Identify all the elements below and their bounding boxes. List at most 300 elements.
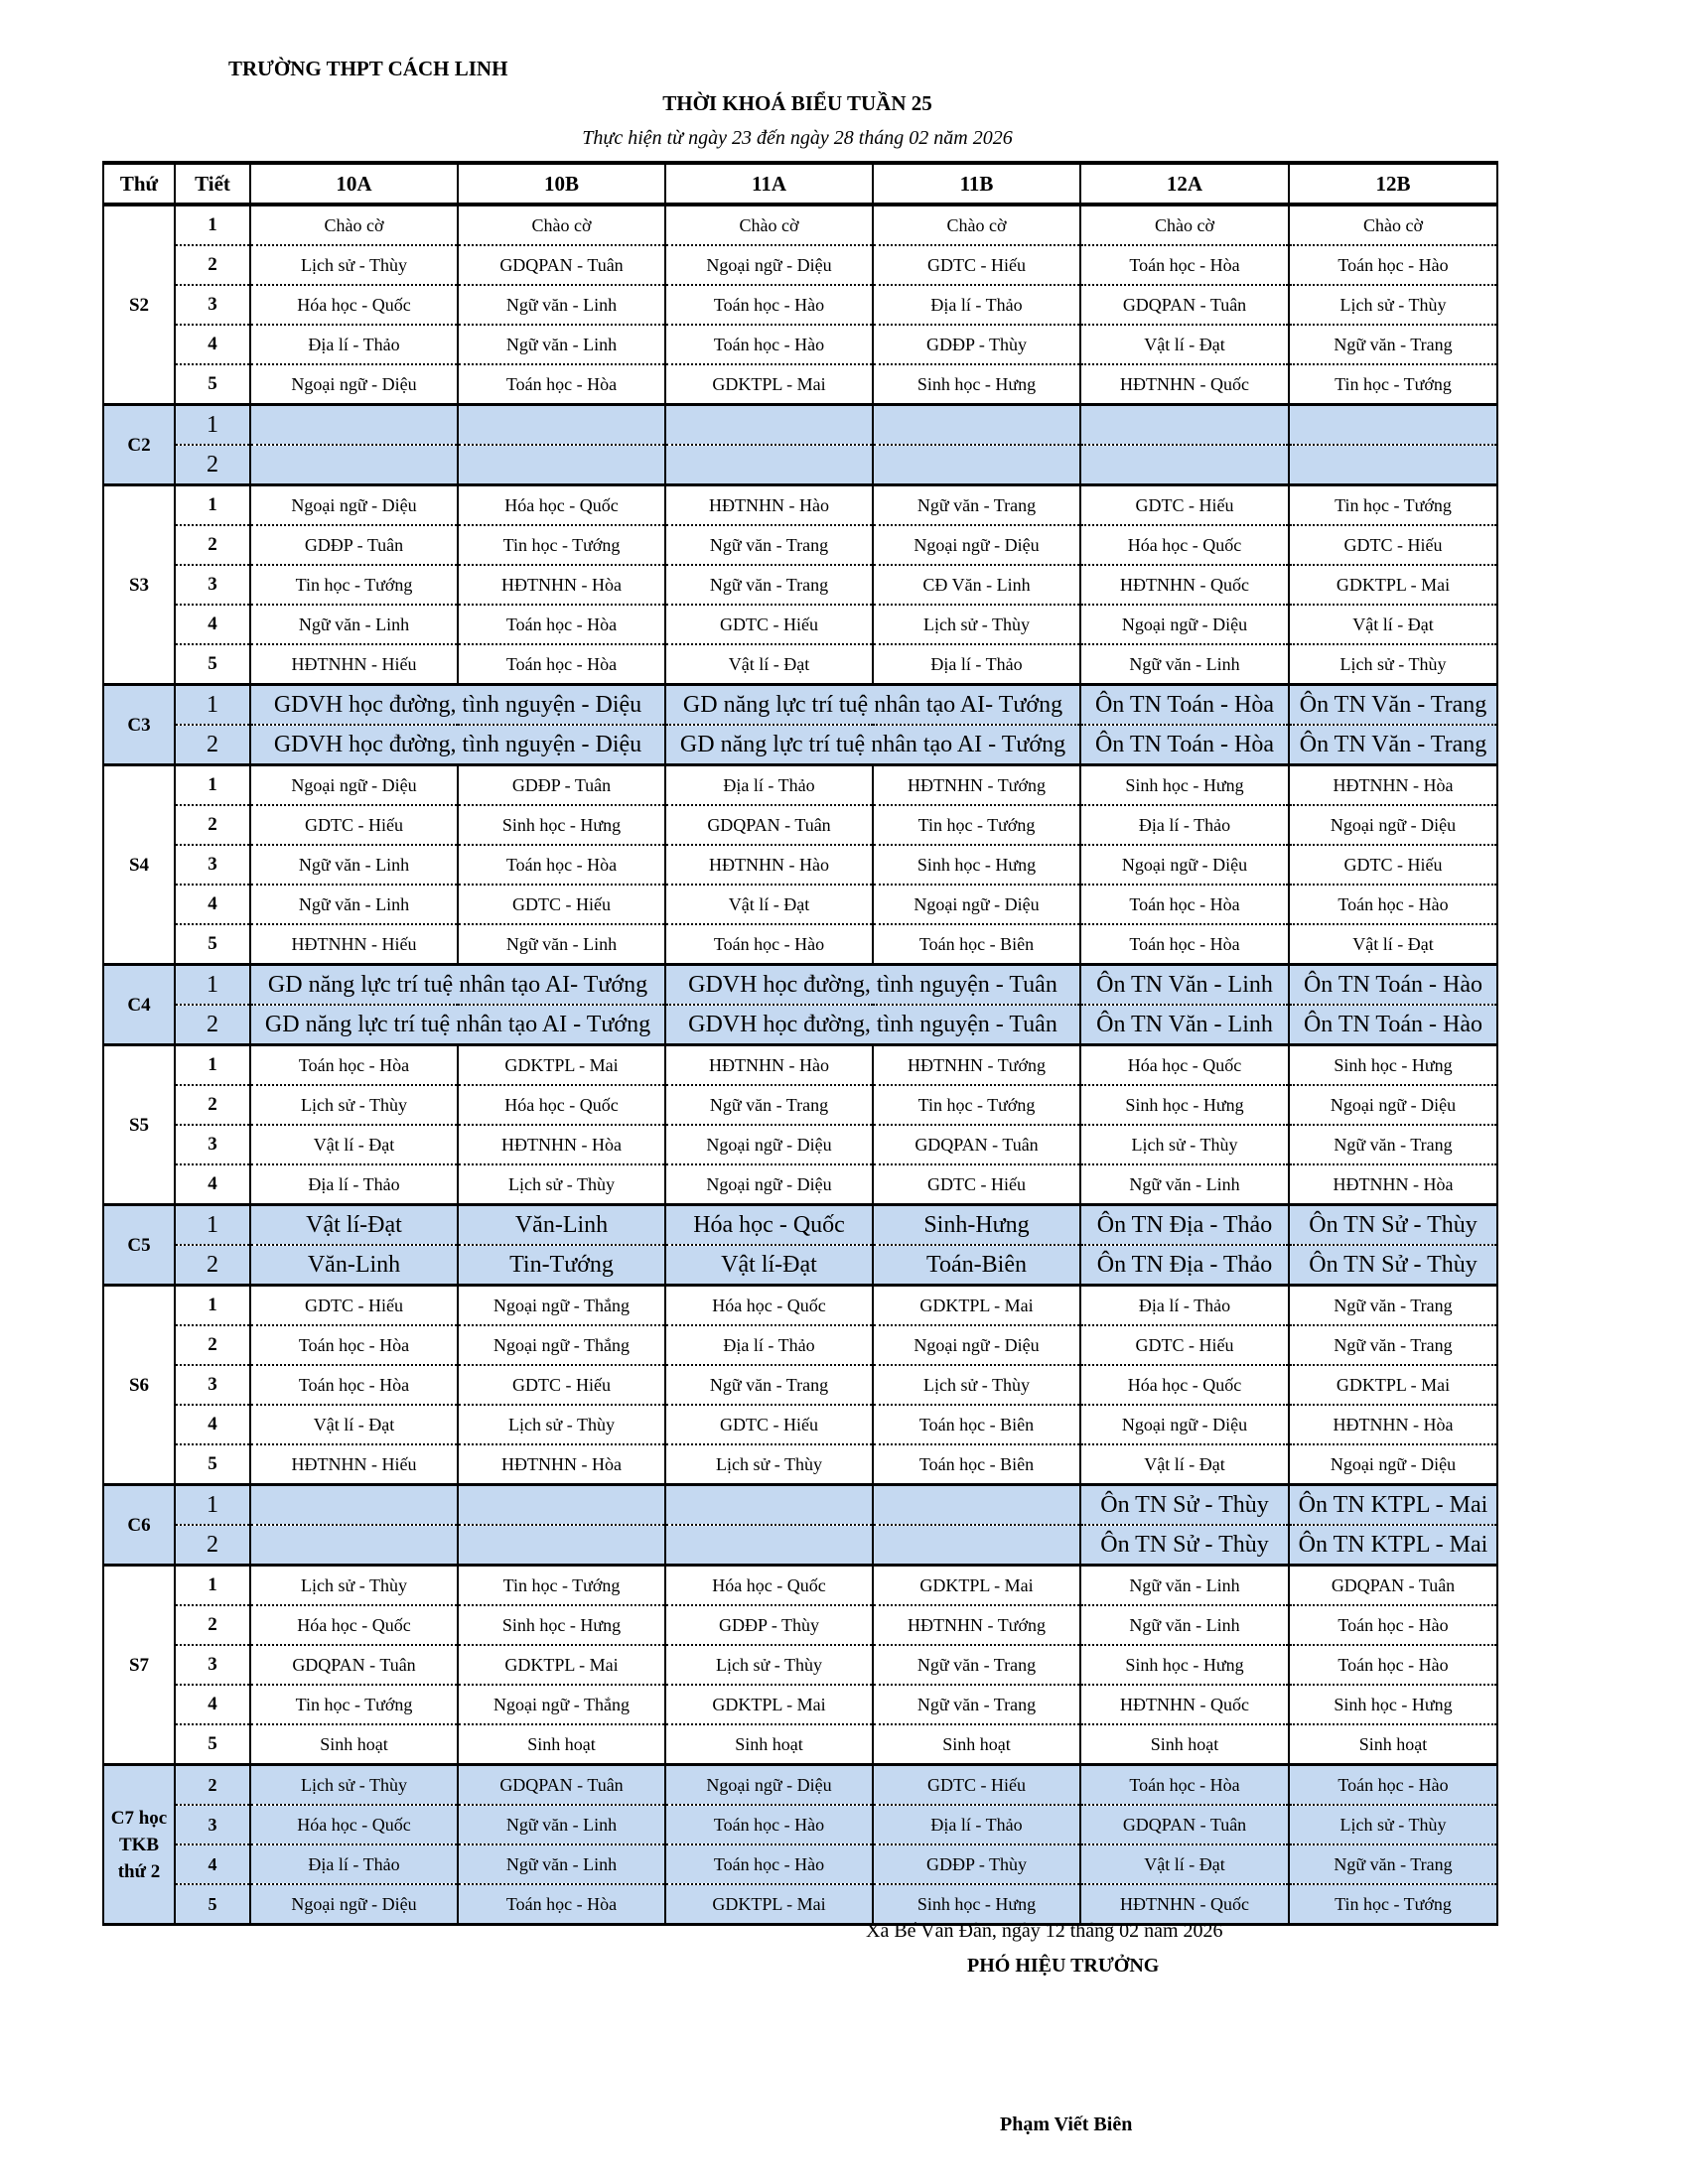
schedule-cell: Toán học - Hòa — [1080, 245, 1289, 285]
schedule-cell: GDKTPL - Mai — [458, 1045, 665, 1086]
schedule-cell: Địa lí - Thảo — [250, 1164, 458, 1205]
schedule-cell: HĐTNHN - Hòa — [458, 1444, 665, 1485]
table-row — [103, 924, 1497, 965]
schedule-cell: Sinh hoạt — [250, 1724, 458, 1765]
schedule-cell: Lịch sử - Thùy — [250, 1566, 458, 1606]
table-row — [103, 1125, 1497, 1164]
schedule-cell: Ngoại ngữ - Diệu — [1289, 805, 1497, 845]
table-row — [103, 1005, 1497, 1045]
schedule-cell: Ngữ văn - Trang — [873, 1685, 1080, 1724]
schedule-cell: Địa lí - Thảo — [873, 1805, 1080, 1844]
schedule-cell: HĐTNHN - Hòa — [1289, 1405, 1497, 1444]
schedule-cell: Toán học - Biên — [873, 1405, 1080, 1444]
schedule-cell: HĐTNHN - Quốc — [1080, 1685, 1289, 1724]
schedule-cell — [665, 1485, 873, 1526]
schedule-cell: Tin học - Tướng — [1289, 485, 1497, 526]
schedule-cell: GDKTPL - Mai — [1289, 1365, 1497, 1405]
schedule-cell — [665, 1525, 873, 1566]
schedule-cell: Vật lí - Đạt — [250, 1405, 458, 1444]
schedule-cell: GDKTPL - Mai — [665, 364, 873, 405]
table-row — [103, 1405, 1497, 1444]
period-number: 3 — [175, 565, 250, 605]
schedule-cell: Hóa học - Quốc — [1080, 525, 1289, 565]
schedule-cell: GDQPAN - Tuân — [458, 1765, 665, 1806]
schedule-cell: Sinh hoạt — [458, 1724, 665, 1765]
schedule-cell: Vật lí - Đạt — [1289, 605, 1497, 644]
period-number: 2 — [175, 1245, 250, 1286]
schedule-cell: Sinh hoạt — [1080, 1724, 1289, 1765]
schedule-cell: Toán học - Hòa — [250, 1045, 458, 1086]
schedule-cell: GDTC - Hiếu — [1080, 485, 1289, 526]
schedule-cell — [873, 1485, 1080, 1526]
schedule-cell — [250, 445, 458, 485]
schedule-cell: Ôn TN KTPL - Mai — [1289, 1485, 1497, 1526]
schedule-cell: Ngữ văn - Trang — [873, 1645, 1080, 1685]
day-label: S6 — [103, 1286, 175, 1485]
schedule-cell: Vật lí - Đạt — [1080, 1444, 1289, 1485]
table-row — [103, 1085, 1497, 1125]
schedule-cell: Ngoại ngữ - Diệu — [873, 885, 1080, 924]
schedule-cell: Sinh hoạt — [1289, 1724, 1497, 1765]
day-label: C2 — [103, 405, 175, 485]
schedule-cell: Ngoại ngữ - Thắng — [458, 1325, 665, 1365]
schedule-cell: Sinh hoạt — [873, 1724, 1080, 1765]
schedule-cell: Ngữ văn - Linh — [458, 1805, 665, 1844]
schedule-cell: HĐTNHN - Hòa — [458, 565, 665, 605]
signer-name: Phạm Viết Biên — [1000, 2114, 1133, 2135]
schedule-cell: Ôn TN KTPL - Mai — [1289, 1525, 1497, 1566]
schedule-cell: Toán học - Hào — [665, 325, 873, 364]
schedule-cell: HĐTNHN - Hòa — [1289, 1164, 1497, 1205]
period-number: 1 — [175, 485, 250, 526]
schedule-cell: Toán học - Hào — [1289, 245, 1497, 285]
schedule-cell: HĐTNHN - Hiếu — [250, 924, 458, 965]
schedule-cell: GDQPAN - Tuân — [250, 1645, 458, 1685]
schedule-cell: GDVH học đường, tình nguyện - Tuân — [665, 965, 1080, 1006]
schedule-cell: Ngữ văn - Trang — [1289, 1325, 1497, 1365]
period-number: 3 — [175, 1805, 250, 1844]
schedule-cell: GDKTPL - Mai — [665, 1884, 873, 1925]
schedule-cell: HĐTNHN - Tướng — [873, 765, 1080, 806]
schedule-cell: Toán-Biên — [873, 1245, 1080, 1286]
col-header: 11A — [665, 163, 873, 205]
period-number: 2 — [175, 445, 250, 485]
period-number: 4 — [175, 325, 250, 364]
schedule-cell: Lịch sử - Thùy — [458, 1405, 665, 1444]
schedule-cell: Ôn TN Sử - Thùy — [1289, 1245, 1497, 1286]
schedule-cell: Ngữ văn - Trang — [1289, 1844, 1497, 1884]
schedule-cell: Toán học - Hòa — [1080, 924, 1289, 965]
schedule-cell: Ngoại ngữ - Diệu — [873, 525, 1080, 565]
schedule-cell — [250, 1525, 458, 1566]
schedule-cell: GDKTPL - Mai — [1289, 565, 1497, 605]
schedule-cell: Vật lí - Đạt — [1289, 924, 1497, 965]
period-number: 5 — [175, 364, 250, 405]
period-number: 2 — [175, 725, 250, 765]
schedule-cell: GDTC - Hiếu — [250, 1286, 458, 1326]
schedule-cell: Hóa học - Quốc — [250, 285, 458, 325]
schedule-cell: Ngoại ngữ - Thắng — [458, 1286, 665, 1326]
schedule-cell: Lịch sử - Thùy — [1289, 285, 1497, 325]
period-number: 2 — [175, 1005, 250, 1045]
schedule-cell: Địa lí - Thảo — [1080, 1286, 1289, 1326]
table-row — [103, 685, 1497, 726]
schedule-cell: Ngữ văn - Linh — [458, 924, 665, 965]
table-row — [103, 1485, 1497, 1526]
table-row — [103, 485, 1497, 526]
schedule-cell: Ôn TN Toán - Hào — [1289, 1005, 1497, 1045]
schedule-cell — [665, 445, 873, 485]
schedule-cell: GDQPAN - Tuân — [1080, 1805, 1289, 1844]
school-name: TRƯỜNG THPT CÁCH LINH — [228, 57, 508, 80]
schedule-cell: GDKTPL - Mai — [873, 1566, 1080, 1606]
schedule-cell: Toán học - Hòa — [250, 1365, 458, 1405]
schedule-cell: Hóa học - Quốc — [665, 1205, 873, 1246]
schedule-cell: Lịch sử - Thùy — [665, 1645, 873, 1685]
place-date: Xã Bế Văn Đàn, ngày 12 tháng 02 năm 2026 — [866, 1920, 1223, 1942]
schedule-cell: Lịch sử - Thùy — [873, 1365, 1080, 1405]
timetable — [102, 161, 1498, 1926]
table-row — [103, 1805, 1497, 1844]
schedule-cell — [458, 1525, 665, 1566]
schedule-cell: Ôn TN Sử - Thùy — [1289, 1205, 1497, 1246]
schedule-cell: Ôn TN Địa - Thảo — [1080, 1245, 1289, 1286]
schedule-cell: Sinh-Hưng — [873, 1205, 1080, 1246]
period-number: 1 — [175, 765, 250, 806]
schedule-cell: Ngữ văn - Linh — [250, 845, 458, 885]
schedule-cell: Ôn TN Văn - Linh — [1080, 965, 1289, 1006]
table-row — [103, 1245, 1497, 1286]
period-number: 3 — [175, 1125, 250, 1164]
schedule-cell: Toán học - Hòa — [458, 644, 665, 685]
table-row — [103, 1765, 1497, 1806]
schedule-cell: Chào cờ — [1080, 205, 1289, 245]
period-number: 1 — [175, 1566, 250, 1606]
schedule-cell: GDQPAN - Tuân — [1289, 1566, 1497, 1606]
schedule-cell: HĐTNHN - Hòa — [458, 1125, 665, 1164]
col-header: 10A — [250, 163, 458, 205]
schedule-cell: Ngoại ngữ - Diệu — [1080, 845, 1289, 885]
schedule-cell: Ngoại ngữ - Diệu — [250, 1884, 458, 1925]
schedule-cell: Toán học - Biên — [873, 924, 1080, 965]
schedule-cell: GDĐP - Tuân — [250, 525, 458, 565]
schedule-cell: Toán học - Hòa — [250, 1325, 458, 1365]
schedule-cell: Sinh học - Hưng — [1289, 1685, 1497, 1724]
schedule-cell: Toán học - Hào — [1289, 1645, 1497, 1685]
schedule-cell: Toán học - Hào — [1289, 1605, 1497, 1645]
period-number: 5 — [175, 1724, 250, 1765]
col-header: Thứ — [103, 163, 175, 205]
schedule-cell: Sinh học - Hưng — [1080, 1645, 1289, 1685]
schedule-cell: Hóa học - Quốc — [250, 1605, 458, 1645]
period-number: 4 — [175, 1405, 250, 1444]
schedule-cell: Tin học - Tướng — [873, 805, 1080, 845]
period-number: 3 — [175, 285, 250, 325]
schedule-cell: Địa lí - Thảo — [665, 1325, 873, 1365]
schedule-cell: Toán học - Hòa — [1080, 885, 1289, 924]
table-row — [103, 1205, 1497, 1246]
schedule-cell: GDĐP - Tuân — [458, 765, 665, 806]
page-title: THỜI KHOÁ BIỂU TUẦN 25 — [662, 91, 932, 115]
schedule-cell: Sinh hoạt — [665, 1724, 873, 1765]
schedule-cell: Ngữ văn - Linh — [1080, 644, 1289, 685]
day-label: S2 — [103, 205, 175, 405]
schedule-cell: Ngữ văn - Linh — [458, 285, 665, 325]
table-row — [103, 565, 1497, 605]
schedule-cell: Ngoại ngữ - Diệu — [1080, 1405, 1289, 1444]
col-header: 12B — [1289, 163, 1497, 205]
schedule-cell: GDQPAN - Tuân — [665, 805, 873, 845]
schedule-cell: Địa lí - Thảo — [250, 325, 458, 364]
schedule-cell: GDTC - Hiếu — [665, 605, 873, 644]
day-label: C5 — [103, 1205, 175, 1286]
schedule-cell — [458, 445, 665, 485]
period-number: 2 — [175, 1085, 250, 1125]
schedule-cell: HĐTNHN - Tướng — [873, 1605, 1080, 1645]
schedule-cell: GDĐP - Thùy — [873, 325, 1080, 364]
schedule-cell — [1289, 405, 1497, 446]
schedule-cell: Lịch sử - Thùy — [1289, 1805, 1497, 1844]
schedule-cell: HĐTNHN - Hào — [665, 1045, 873, 1086]
period-number: 2 — [175, 1605, 250, 1645]
day-label: S4 — [103, 765, 175, 965]
period-number: 2 — [175, 805, 250, 845]
schedule-cell — [665, 405, 873, 446]
schedule-cell: Sinh học - Hưng — [873, 1884, 1080, 1925]
schedule-cell — [458, 1485, 665, 1526]
schedule-cell: GDVH học đường, tình nguyện - Tuân — [665, 1005, 1080, 1045]
period-number: 1 — [175, 405, 250, 446]
schedule-cell: Tin học - Tướng — [250, 565, 458, 605]
schedule-cell: GDTC - Hiếu — [665, 1405, 873, 1444]
day-label: S5 — [103, 1045, 175, 1205]
schedule-cell: Ngữ văn - Linh — [458, 325, 665, 364]
schedule-cell: Toán học - Hào — [665, 285, 873, 325]
schedule-cell: HĐTNHN - Quốc — [1080, 364, 1289, 405]
schedule-cell: Tin-Tướng — [458, 1245, 665, 1286]
period-number: 4 — [175, 605, 250, 644]
table-row — [103, 765, 1497, 806]
table-row — [103, 965, 1497, 1006]
schedule-cell: Ôn TN Sử - Thùy — [1080, 1485, 1289, 1526]
table-row — [103, 325, 1497, 364]
period-number: 4 — [175, 1685, 250, 1724]
schedule-cell: Ngữ văn - Trang — [1289, 1125, 1497, 1164]
schedule-cell: Toán học - Hòa — [458, 605, 665, 644]
period-number: 1 — [175, 685, 250, 726]
table-row — [103, 845, 1497, 885]
schedule-cell: Hóa học - Quốc — [458, 1085, 665, 1125]
schedule-cell: Ngữ văn - Linh — [250, 605, 458, 644]
schedule-cell: GDTC - Hiếu — [458, 885, 665, 924]
schedule-cell: Ngữ văn - Trang — [665, 565, 873, 605]
table-row — [103, 1605, 1497, 1645]
day-label: S7 — [103, 1566, 175, 1765]
schedule-cell: Ôn TN Văn - Trang — [1289, 685, 1497, 726]
table-row — [103, 1645, 1497, 1685]
schedule-cell: GDVH học đường, tình nguyện - Diệu — [250, 685, 665, 726]
table-row — [103, 805, 1497, 845]
table-row — [103, 885, 1497, 924]
schedule-cell: Sinh học - Hưng — [458, 1605, 665, 1645]
schedule-cell: GDTC - Hiếu — [458, 1365, 665, 1405]
schedule-cell — [1080, 405, 1289, 446]
schedule-cell — [873, 445, 1080, 485]
schedule-cell — [1080, 445, 1289, 485]
schedule-cell: Lịch sử - Thùy — [1080, 1125, 1289, 1164]
schedule-cell: Toán học - Hào — [665, 1805, 873, 1844]
schedule-cell: Hóa học - Quốc — [665, 1566, 873, 1606]
schedule-cell: Tin học - Tướng — [458, 1566, 665, 1606]
schedule-cell — [873, 1525, 1080, 1566]
schedule-cell: Lịch sử - Thùy — [873, 605, 1080, 644]
schedule-cell: Tin học - Tướng — [250, 1685, 458, 1724]
schedule-cell: Ngoại ngữ - Diệu — [873, 1325, 1080, 1365]
schedule-cell: GD năng lực trí tuệ nhân tạo AI- Tướng — [665, 685, 1080, 726]
schedule-cell: HĐTNHN - Hiếu — [250, 1444, 458, 1485]
schedule-cell: Văn-Linh — [458, 1205, 665, 1246]
schedule-cell: Hóa học - Quốc — [665, 1286, 873, 1326]
schedule-cell: Sinh học - Hưng — [458, 805, 665, 845]
schedule-cell: Ôn TN Văn - Linh — [1080, 1005, 1289, 1045]
schedule-cell: Sinh học - Hưng — [873, 364, 1080, 405]
schedule-cell: Toán học - Hào — [1289, 885, 1497, 924]
schedule-cell: GDVH học đường, tình nguyện - Diệu — [250, 725, 665, 765]
col-header: 11B — [873, 163, 1080, 205]
schedule-cell: GDTC - Hiếu — [873, 245, 1080, 285]
table-row — [103, 1884, 1497, 1925]
schedule-cell: Ngữ văn - Trang — [665, 1365, 873, 1405]
schedule-cell: GDTC - Hiếu — [1080, 1325, 1289, 1365]
period-number: 1 — [175, 1286, 250, 1326]
col-header: 12A — [1080, 163, 1289, 205]
schedule-cell: Vật lí-Đạt — [665, 1245, 873, 1286]
schedule-cell: Ngữ văn - Linh — [1080, 1566, 1289, 1606]
day-label: C3 — [103, 685, 175, 765]
period-number: 5 — [175, 1884, 250, 1925]
schedule-cell — [458, 405, 665, 446]
schedule-cell: Lịch sử - Thùy — [1289, 644, 1497, 685]
schedule-cell: GDTC - Hiếu — [1289, 845, 1497, 885]
period-number: 2 — [175, 245, 250, 285]
schedule-cell: Vật lí - Đạt — [665, 885, 873, 924]
table-row — [103, 1525, 1497, 1566]
period-number: 1 — [175, 965, 250, 1006]
table-row — [103, 525, 1497, 565]
schedule-cell: GDTC - Hiếu — [873, 1164, 1080, 1205]
period-number: 5 — [175, 1444, 250, 1485]
schedule-cell: HĐTNHN - Hào — [665, 485, 873, 526]
table-row — [103, 725, 1497, 765]
schedule-cell: Toán học - Hào — [665, 1844, 873, 1884]
schedule-cell — [1289, 445, 1497, 485]
schedule-cell: HĐTNHN - Quốc — [1080, 565, 1289, 605]
header-row — [103, 163, 1497, 205]
schedule-cell: GD năng lực trí tuệ nhân tạo AI - Tướng — [250, 1005, 665, 1045]
schedule-cell: Lịch sử - Thùy — [250, 1085, 458, 1125]
table-row — [103, 1325, 1497, 1365]
schedule-cell: Sinh học - Hưng — [1080, 765, 1289, 806]
schedule-cell: Tin học - Tướng — [1289, 364, 1497, 405]
schedule-cell: Địa lí - Thảo — [665, 765, 873, 806]
day-label: S3 — [103, 485, 175, 685]
table-row — [103, 364, 1497, 405]
schedule-cell: HĐTNHN - Quốc — [1080, 1884, 1289, 1925]
schedule-cell: GDKTPL - Mai — [665, 1685, 873, 1724]
schedule-cell: GDKTPL - Mai — [458, 1645, 665, 1685]
table-row — [103, 1685, 1497, 1724]
schedule-cell: Địa lí - Thảo — [873, 644, 1080, 685]
schedule-cell: HĐTNHN - Tướng — [873, 1045, 1080, 1086]
schedule-cell: Toán học - Hào — [1289, 1765, 1497, 1806]
period-number: 1 — [175, 1485, 250, 1526]
schedule-cell: Ngoại ngữ - Diệu — [665, 1765, 873, 1806]
schedule-cell: Chào cờ — [665, 205, 873, 245]
schedule-cell: Toán học - Hòa — [458, 364, 665, 405]
period-number: 4 — [175, 1844, 250, 1884]
schedule-cell: Ngoại ngữ - Diệu — [665, 1125, 873, 1164]
day-label: C4 — [103, 965, 175, 1045]
schedule-cell — [250, 1485, 458, 1526]
schedule-cell: Ngữ văn - Linh — [1080, 1605, 1289, 1645]
schedule-cell: GD năng lực trí tuệ nhân tạo AI - Tướng — [665, 725, 1080, 765]
schedule-cell: Lịch sử - Thùy — [250, 245, 458, 285]
period-number: 5 — [175, 644, 250, 685]
schedule-cell: Lịch sử - Thùy — [250, 1765, 458, 1806]
schedule-cell: Chào cờ — [1289, 205, 1497, 245]
schedule-cell: Hóa học - Quốc — [1080, 1365, 1289, 1405]
period-number: 2 — [175, 1325, 250, 1365]
schedule-cell: Ôn TN Toán - Hòa — [1080, 685, 1289, 726]
period-number: 3 — [175, 845, 250, 885]
table-row — [103, 1164, 1497, 1205]
schedule-cell: Hóa học - Quốc — [1080, 1045, 1289, 1086]
schedule-cell: CĐ Văn - Linh — [873, 565, 1080, 605]
schedule-cell: Lịch sử - Thùy — [458, 1164, 665, 1205]
schedule-cell: Hóa học - Quốc — [250, 1805, 458, 1844]
schedule-cell: GDKTPL - Mai — [873, 1286, 1080, 1326]
table-row — [103, 245, 1497, 285]
schedule-cell: Ngoại ngữ - Diệu — [1080, 605, 1289, 644]
schedule-cell: Toán học - Biên — [873, 1444, 1080, 1485]
period-number: 1 — [175, 1045, 250, 1086]
period-number: 1 — [175, 205, 250, 245]
schedule-cell: GDĐP - Thùy — [873, 1844, 1080, 1884]
schedule-cell: Chào cờ — [250, 205, 458, 245]
table-row — [103, 1365, 1497, 1405]
table-row — [103, 1566, 1497, 1606]
schedule-cell: Sinh học - Hưng — [1289, 1045, 1497, 1086]
schedule-cell: Lịch sử - Thùy — [665, 1444, 873, 1485]
schedule-cell: GDTC - Hiếu — [1289, 525, 1497, 565]
schedule-cell: HĐTNHN - Hiếu — [250, 644, 458, 685]
col-header: 10B — [458, 163, 665, 205]
table-row — [103, 1045, 1497, 1086]
schedule-cell — [873, 405, 1080, 446]
schedule-cell: Ngoại ngữ - Diệu — [665, 245, 873, 285]
page-subtitle: Thực hiện từ ngày 23 đến ngày 28 tháng 02 năm 2026 — [582, 127, 1013, 149]
schedule-cell: Vật lí - Đạt — [1080, 325, 1289, 364]
schedule-cell: Sinh học - Hưng — [873, 845, 1080, 885]
schedule-cell: GDĐP - Thùy — [665, 1605, 873, 1645]
schedule-cell: Tin học - Tướng — [458, 525, 665, 565]
col-header: Tiết — [175, 163, 250, 205]
period-number: 2 — [175, 525, 250, 565]
schedule-cell: Ôn TN Toán - Hào — [1289, 965, 1497, 1006]
table-row — [103, 205, 1497, 245]
schedule-cell: Chào cờ — [458, 205, 665, 245]
table-row — [103, 605, 1497, 644]
